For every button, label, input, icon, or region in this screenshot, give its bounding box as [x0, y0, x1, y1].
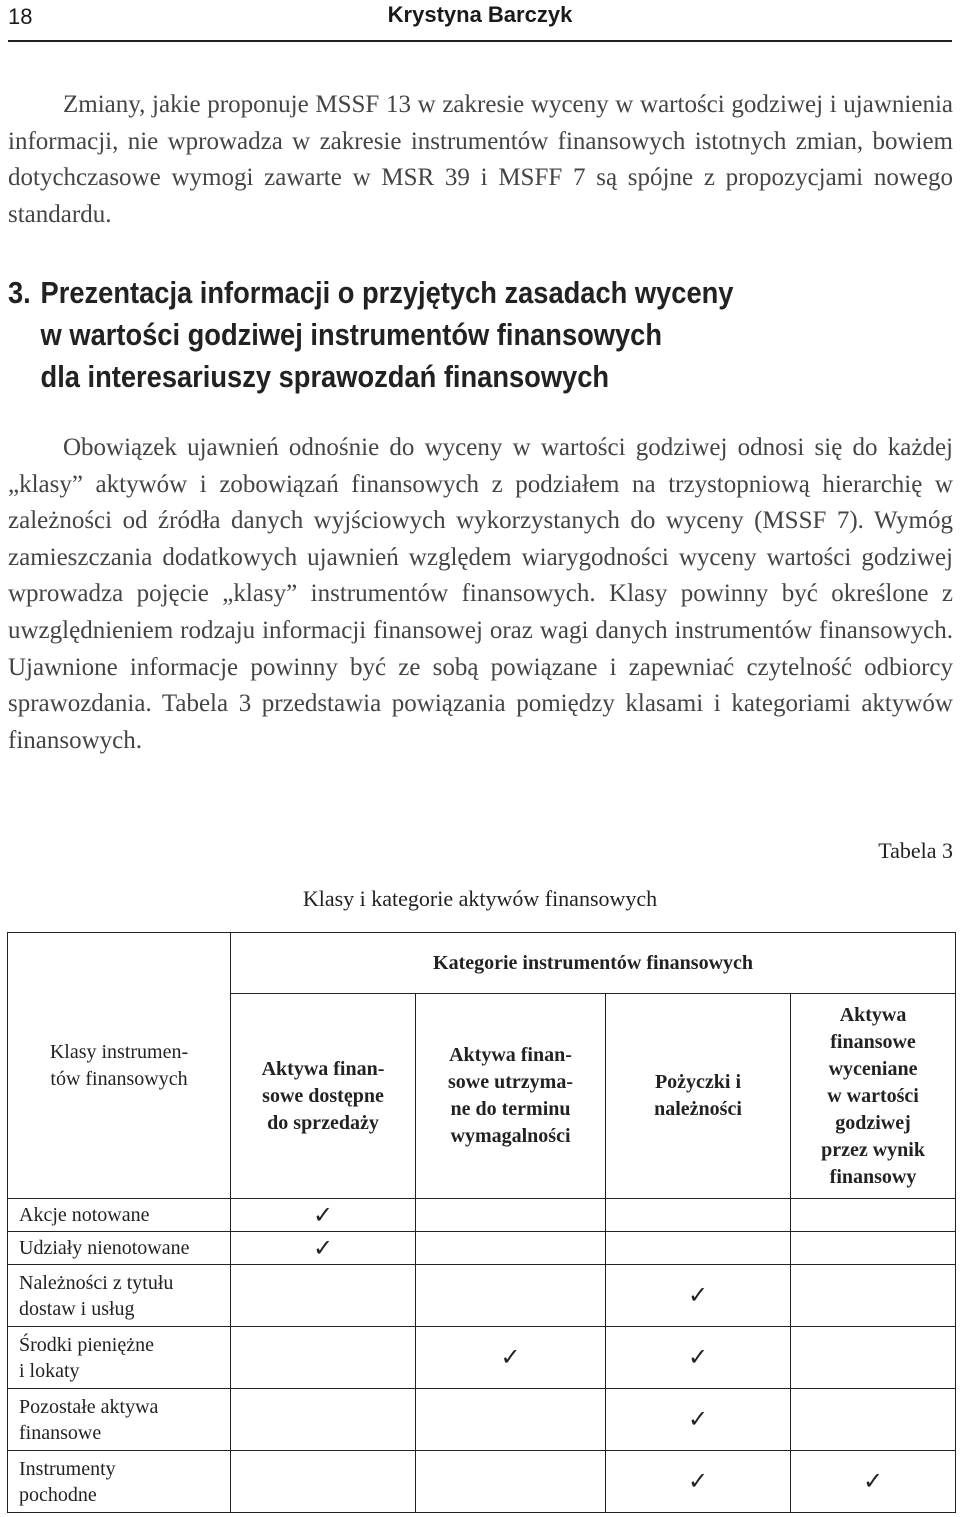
table-cell [606, 1232, 791, 1265]
table-row [8, 1265, 956, 1327]
table-cell [231, 1199, 416, 1232]
check-mark-icon: ✓ [687, 1469, 709, 1495]
table-row-class-label: Pozostałe aktywa finansowe [8, 1389, 231, 1451]
table-cell [791, 1451, 956, 1513]
section-heading [8, 272, 840, 398]
paragraph-intro: Zmiany, jakie proponuje MSSF 13 w zakresie wyceny w wartości godziwej i ujawnienia informacji, nie wprowadza w zakresie instrumentów finansowych istotnych zmian, bowiem dotychczasowe wymogi zawarte w MSR 39 i MSFF 7 są spójne z propozycjami nowego standardu. [8, 91, 953, 228]
table-cell [606, 1327, 791, 1389]
table-cell [231, 1232, 416, 1265]
table-cell [606, 1265, 791, 1327]
page-header [8, 0, 952, 42]
table-header-classes: Klasy instrumen- tów finansowych [8, 933, 231, 1199]
table-label: Tabela 3 [878, 838, 953, 863]
table-header-loans-receivables: Pożyczki i należności [606, 994, 791, 1199]
table-cell [231, 1265, 416, 1327]
check-mark-icon: ✓ [312, 1202, 334, 1229]
table-caption: Klasy i kategorie aktywów finansowych [302, 886, 658, 911]
table-cell [606, 1451, 791, 1513]
classes-categories-table [7, 932, 956, 1513]
table-cell [416, 1451, 606, 1513]
table-row-class-label: Udziały nienotowane [8, 1232, 231, 1265]
table-row [8, 1327, 956, 1389]
running-head-author: Krystyna Barczyk [387, 2, 573, 27]
table-header-held-to-maturity: Aktywa finan- sowe utrzyma- ne do terminu wymagalności [416, 994, 606, 1199]
section-heading-line-3: dla interesariuszy sprawozdań finansowych [40, 359, 610, 394]
table-row-class-label: Należności z tytułu dostaw i usług [8, 1265, 231, 1327]
check-mark-icon: ✓ [500, 1345, 521, 1371]
table-cell [416, 1327, 606, 1389]
table-cell [791, 1327, 956, 1389]
table-cell [231, 1389, 416, 1451]
table-cell [416, 1389, 606, 1451]
table-cell [791, 1389, 956, 1451]
check-mark-icon: ✓ [687, 1283, 709, 1309]
table-cell [791, 1265, 956, 1327]
page-number: 18 [8, 4, 33, 29]
table-row [8, 1232, 956, 1265]
check-mark-icon: ✓ [687, 1407, 709, 1433]
table-row-class-label: Akcje notowane [8, 1199, 231, 1232]
section-number: 3. [8, 275, 31, 310]
table-row [8, 1389, 956, 1451]
table-cell [416, 1232, 606, 1265]
paragraph-disclosures: Obowiązek ujawnień odnośnie do wyceny w wartości godziwej odnosi się do każdej „klasy” aktywów i zobowiązań finansowych z podziałem na trzystopniową hierarchię w zależności od źródła danych wyjściowych wykorzystanych do wyceny (MSSF 7). Wymóg zamieszczania dodatkowych ujawnień względem wiarygodności wyceny wartości godziwej wprowadza pojęcie „klasy” instrumentów finansowych. Klasy powinny być określone z uwzględnieniem rodzaju informacji finansowej oraz wagi danych instrumentów finansowych. Ujawnione informacje powinny być ze sobą powiązane i zapewniać czytelność odbiorcy sprawozdania. Tabela 3 przedstawia powiązania pomiędzy klasami i kategoriami aktywów finansowych. [8, 434, 953, 754]
table-row [8, 1199, 956, 1232]
table-body [8, 1199, 956, 1513]
table-header-fair-value-through-profit: Aktywa finansowe wyceniane w wartości godziwej przez wynik finansowy [791, 994, 956, 1199]
table-cell [606, 1199, 791, 1232]
check-mark-icon: ✓ [312, 1235, 334, 1262]
table-row-class-label: Środki pieniężne i lokaty [8, 1327, 231, 1389]
table-cell [231, 1451, 416, 1513]
table-cell [416, 1265, 606, 1327]
table-row [8, 1451, 956, 1513]
section-heading-line-2: w wartości godziwej instrumentów finansowych [40, 317, 663, 352]
table-cell [231, 1327, 416, 1389]
table-cell [791, 1232, 956, 1265]
table-cell [416, 1199, 606, 1232]
check-mark-icon: ✓ [862, 1469, 884, 1495]
table-row-class-label: Instrumenty pochodne [8, 1451, 231, 1513]
table-cell [791, 1199, 956, 1232]
table-header-available-for-sale: Aktywa finan- sowe dostępne do sprzedaży [231, 994, 416, 1199]
table-cell [606, 1389, 791, 1451]
check-mark-icon: ✓ [687, 1345, 709, 1371]
table-header-categories-group: Kategorie instrumentów finansowych [231, 933, 956, 994]
section-heading-line-1: 3. Prezentacja informacji o przyjętych zasadach wyceny [8, 272, 840, 314]
